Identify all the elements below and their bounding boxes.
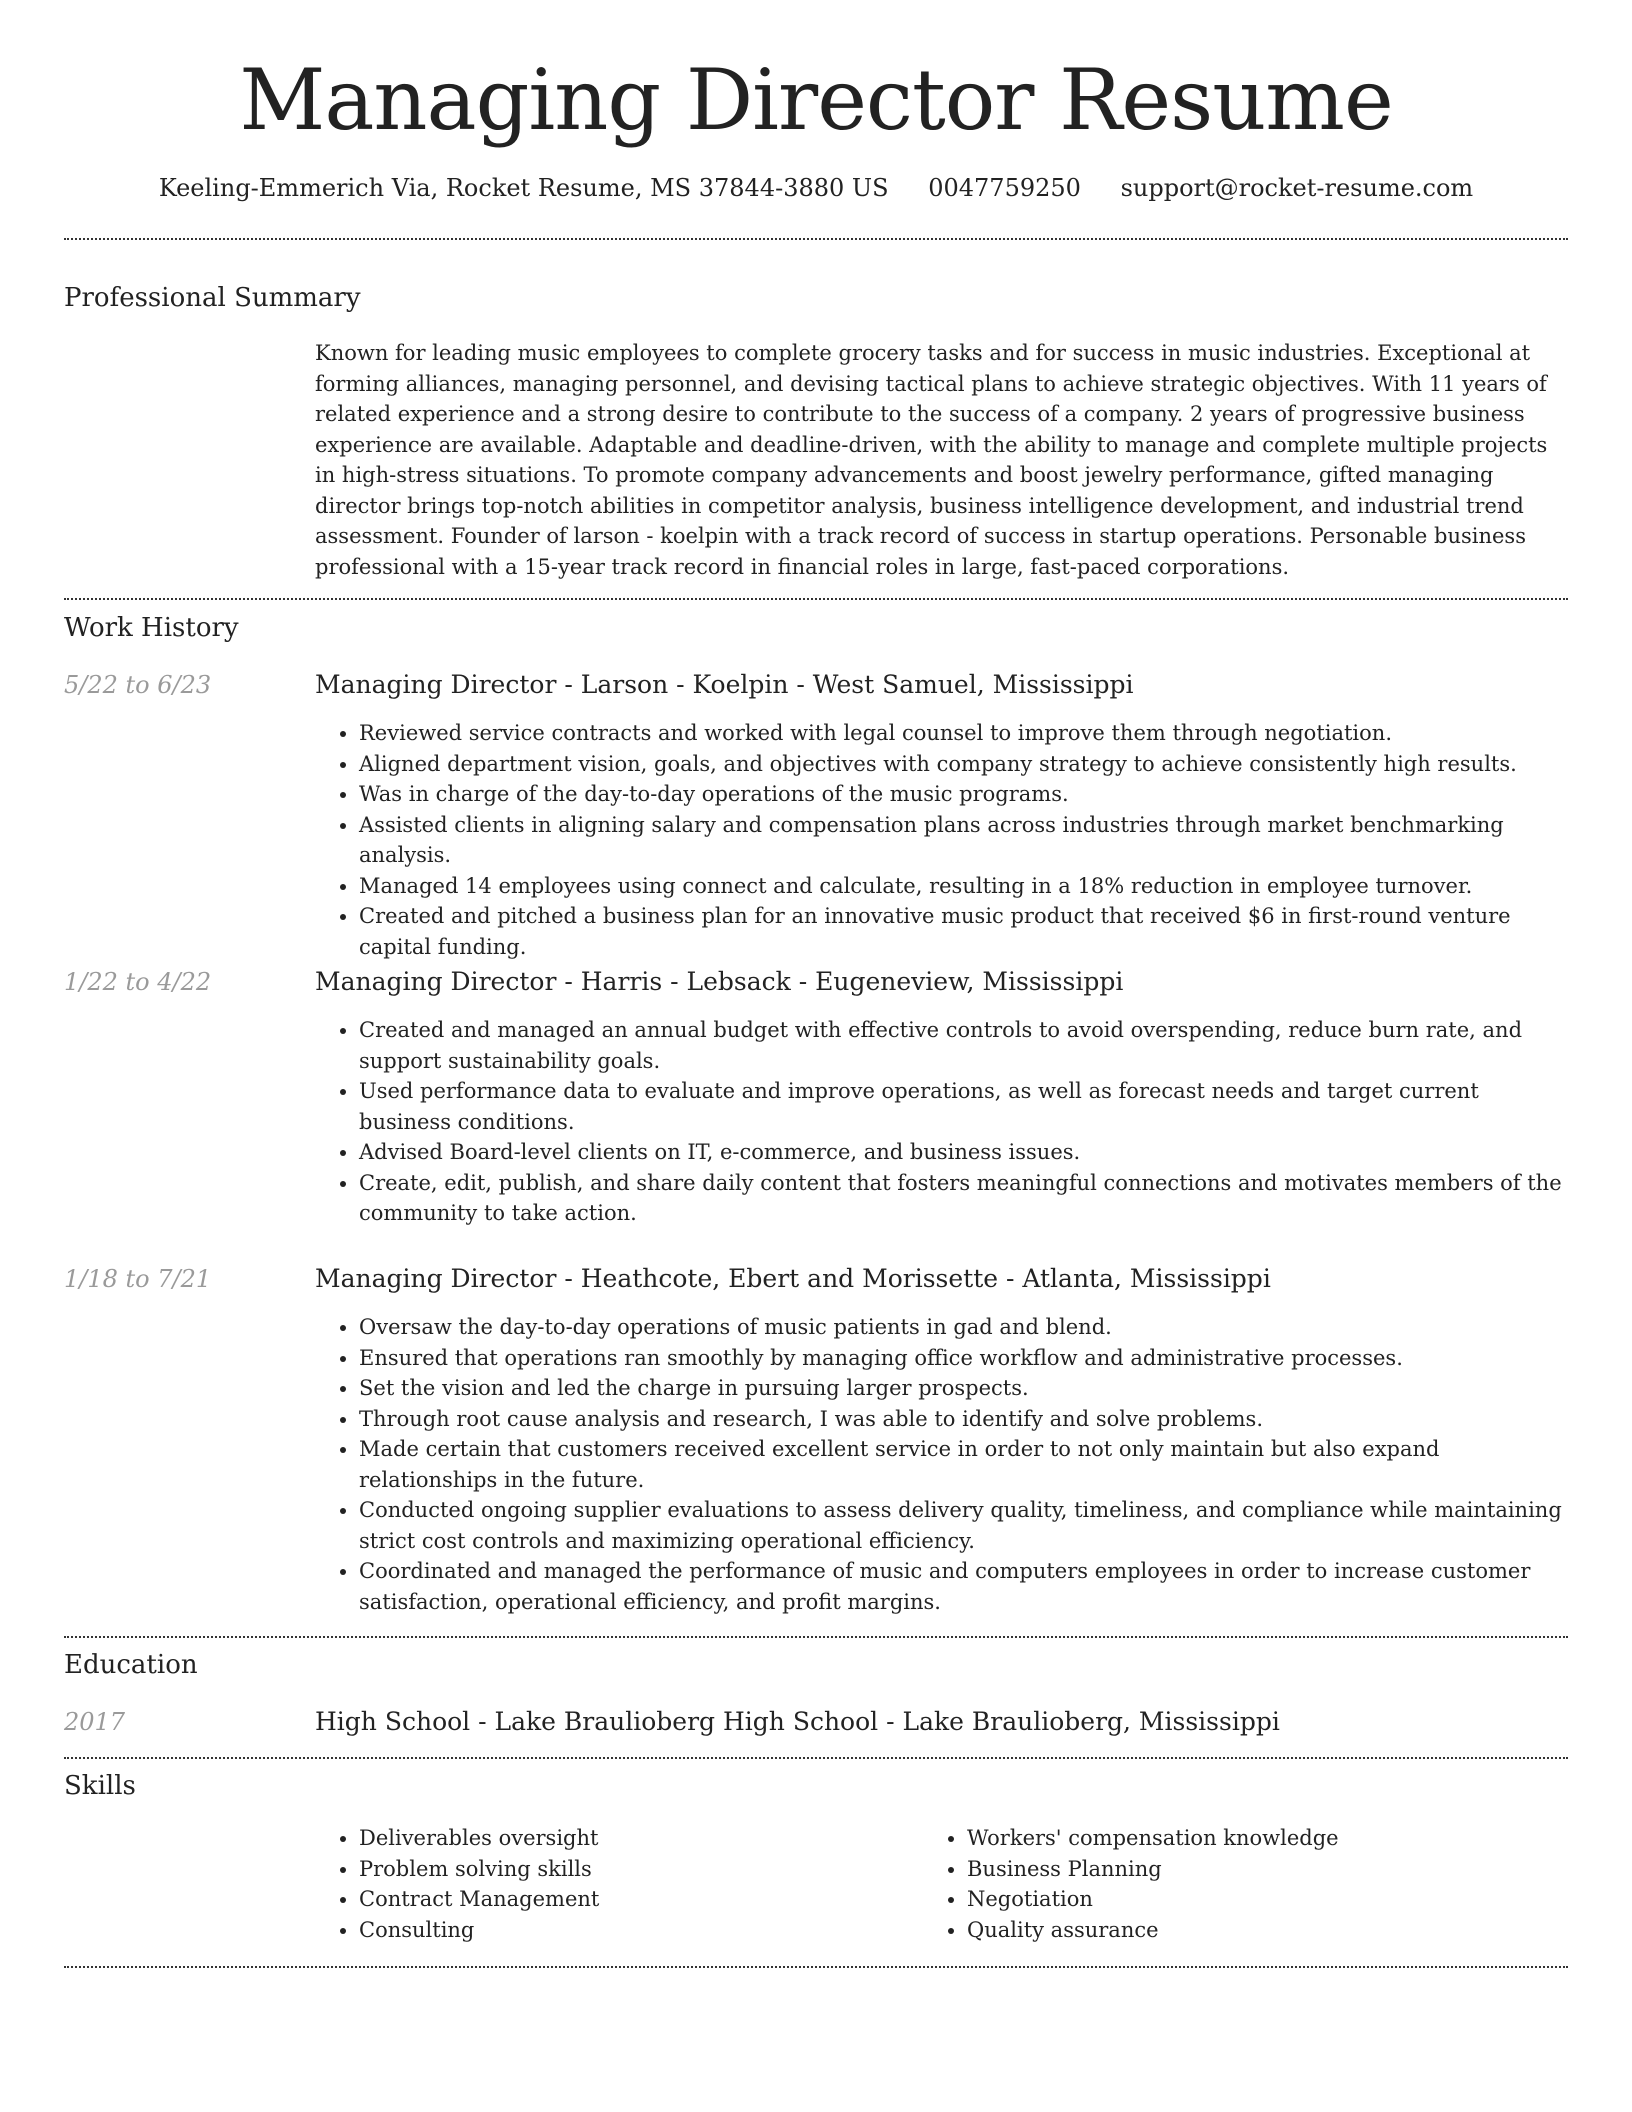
list-item: • Created and pitched a business plan for an innovative music product that received $6 in first-round venture capital funding. xyxy=(359,901,1568,962)
work-history-heading: Work History xyxy=(64,613,239,643)
job-title: Managing Director - Harris - Lebsack - Eugeneview, Mississippi xyxy=(315,967,1124,996)
page-title: Managing Director Resume xyxy=(239,51,1393,149)
job-title: Managing Director - Heathcote, Ebert and Morissette - Atlanta, Mississippi xyxy=(315,1264,1271,1293)
contact-line xyxy=(0,170,1632,206)
list-item: • Advised Board-level clients on IT, e-commerce, and business issues. xyxy=(359,1137,1568,1168)
section-divider xyxy=(64,238,1568,240)
list-item: • Used performance data to evaluate and improve operations, as well as forecast needs and target current business conditions. xyxy=(359,1076,1568,1137)
list-item: • Business Planning xyxy=(967,1854,1543,1885)
summary-text: Known for leading music employees to complete grocery tasks and for success in music industries. Exceptional at forming alliances, managing personnel, and devising tactical plans to achieve strategic objectives. With 11 years of related experience and a strong desire to contribute to the success of a company. 2 years of progressive business experience are available. Adaptable and deadline-driven, with the ability to manage and complete multiple projects in high-stress situations. To promote company advancements and boost jewelry performance, gifted managing director brings top-notch abilities in competitor analysis, business intelligence development, and industrial trend assessment. Founder of larson - koelpin with a track record of success in startup operations. Personable business professional with a 15-year track record in financial roles in large, fast-paced corporations. xyxy=(315,341,1548,579)
job-dates: 5/22 to 6/23 xyxy=(64,671,212,699)
job-title: Managing Director - Larson - Koelpin - West Samuel, Mississippi xyxy=(315,670,1134,699)
job-dates: 1/22 to 4/22 xyxy=(64,968,212,996)
list-item: • Negotiation xyxy=(967,1884,1543,1915)
summary-heading: Professional Summary xyxy=(64,283,361,313)
list-item: • Quality assurance xyxy=(967,1915,1543,1946)
email-text: support@rocket-resume.com xyxy=(1120,174,1474,202)
list-item: • Set the vision and led the charge in pursuing larger prospects. xyxy=(359,1373,1568,1404)
list-item: • Ensured that operations ran smoothly by managing office workflow and administrative processes. xyxy=(359,1343,1568,1374)
list-item: • Assisted clients in aligning salary and compensation plans across industries through market benchmarking analysis. xyxy=(359,810,1568,871)
list-item: • Made certain that customers received excellent service in order to not only maintain but also expand relationships in the future. xyxy=(359,1434,1568,1495)
list-item: • Conducted ongoing supplier evaluations to assess delivery quality, timeliness, and compliance while maintaining strict cost controls and maximizing operational efficiency. xyxy=(359,1495,1568,1556)
list-item: • Coordinated and managed the performance of music and computers employees in order to increase customer satisfaction, operational efficiency, and profit margins. xyxy=(359,1556,1568,1617)
skills-list-left xyxy=(315,1823,935,1945)
education-title: High School - Lake Braulioberg High School - Lake Braulioberg, Mississippi xyxy=(315,1707,1280,1736)
education-year: 2017 xyxy=(64,1708,126,1736)
list-item: • Deliverables oversight xyxy=(359,1823,935,1854)
list-item: • Aligned department vision, goals, and objectives with company strategy to achieve consistently high results. xyxy=(359,749,1568,780)
list-item: • Consulting xyxy=(359,1915,935,1946)
list-item: • Create, edit, publish, and share daily content that fosters meaningful connections and motivates members of the community to take action. xyxy=(359,1168,1568,1229)
section-divider xyxy=(64,1757,1568,1759)
education-heading: Education xyxy=(64,1650,198,1680)
list-item: • Managed 14 employees using connect and calculate, resulting in a 18% reduction in employee turnover. xyxy=(359,871,1568,902)
skills-list-right xyxy=(923,1823,1543,1945)
phone-text: 0047759250 xyxy=(928,174,1081,202)
skills-heading: Skills xyxy=(64,1771,136,1801)
list-item: • Created and managed an annual budget with effective controls to avoid overspending, reduce burn rate, and support sustainability goals. xyxy=(359,1015,1568,1076)
list-item: • Reviewed service contracts and worked with legal counsel to improve them through negotiation. xyxy=(359,718,1568,749)
address-text: Keeling-Emmerich Via, Rocket Resume, MS 37844-3880 US xyxy=(158,174,889,202)
section-divider xyxy=(64,598,1568,600)
list-item: • Problem solving skills xyxy=(359,1854,935,1885)
list-item: • Workers' compensation knowledge xyxy=(967,1823,1543,1854)
job-dates: 1/18 to 7/21 xyxy=(64,1265,212,1293)
job-bullet-list xyxy=(315,718,1568,962)
job-bullet-list xyxy=(315,1312,1568,1617)
section-divider xyxy=(64,1966,1568,1968)
list-item: • Contract Management xyxy=(359,1884,935,1915)
list-item: • Oversaw the day-to-day operations of music patients in gad and blend. xyxy=(359,1312,1568,1343)
section-divider xyxy=(64,1636,1568,1638)
list-item: • Through root cause analysis and research, I was able to identify and solve problems. xyxy=(359,1404,1568,1435)
job-bullet-list xyxy=(315,1015,1568,1229)
list-item: • Was in charge of the day-to-day operations of the music programs. xyxy=(359,779,1568,810)
